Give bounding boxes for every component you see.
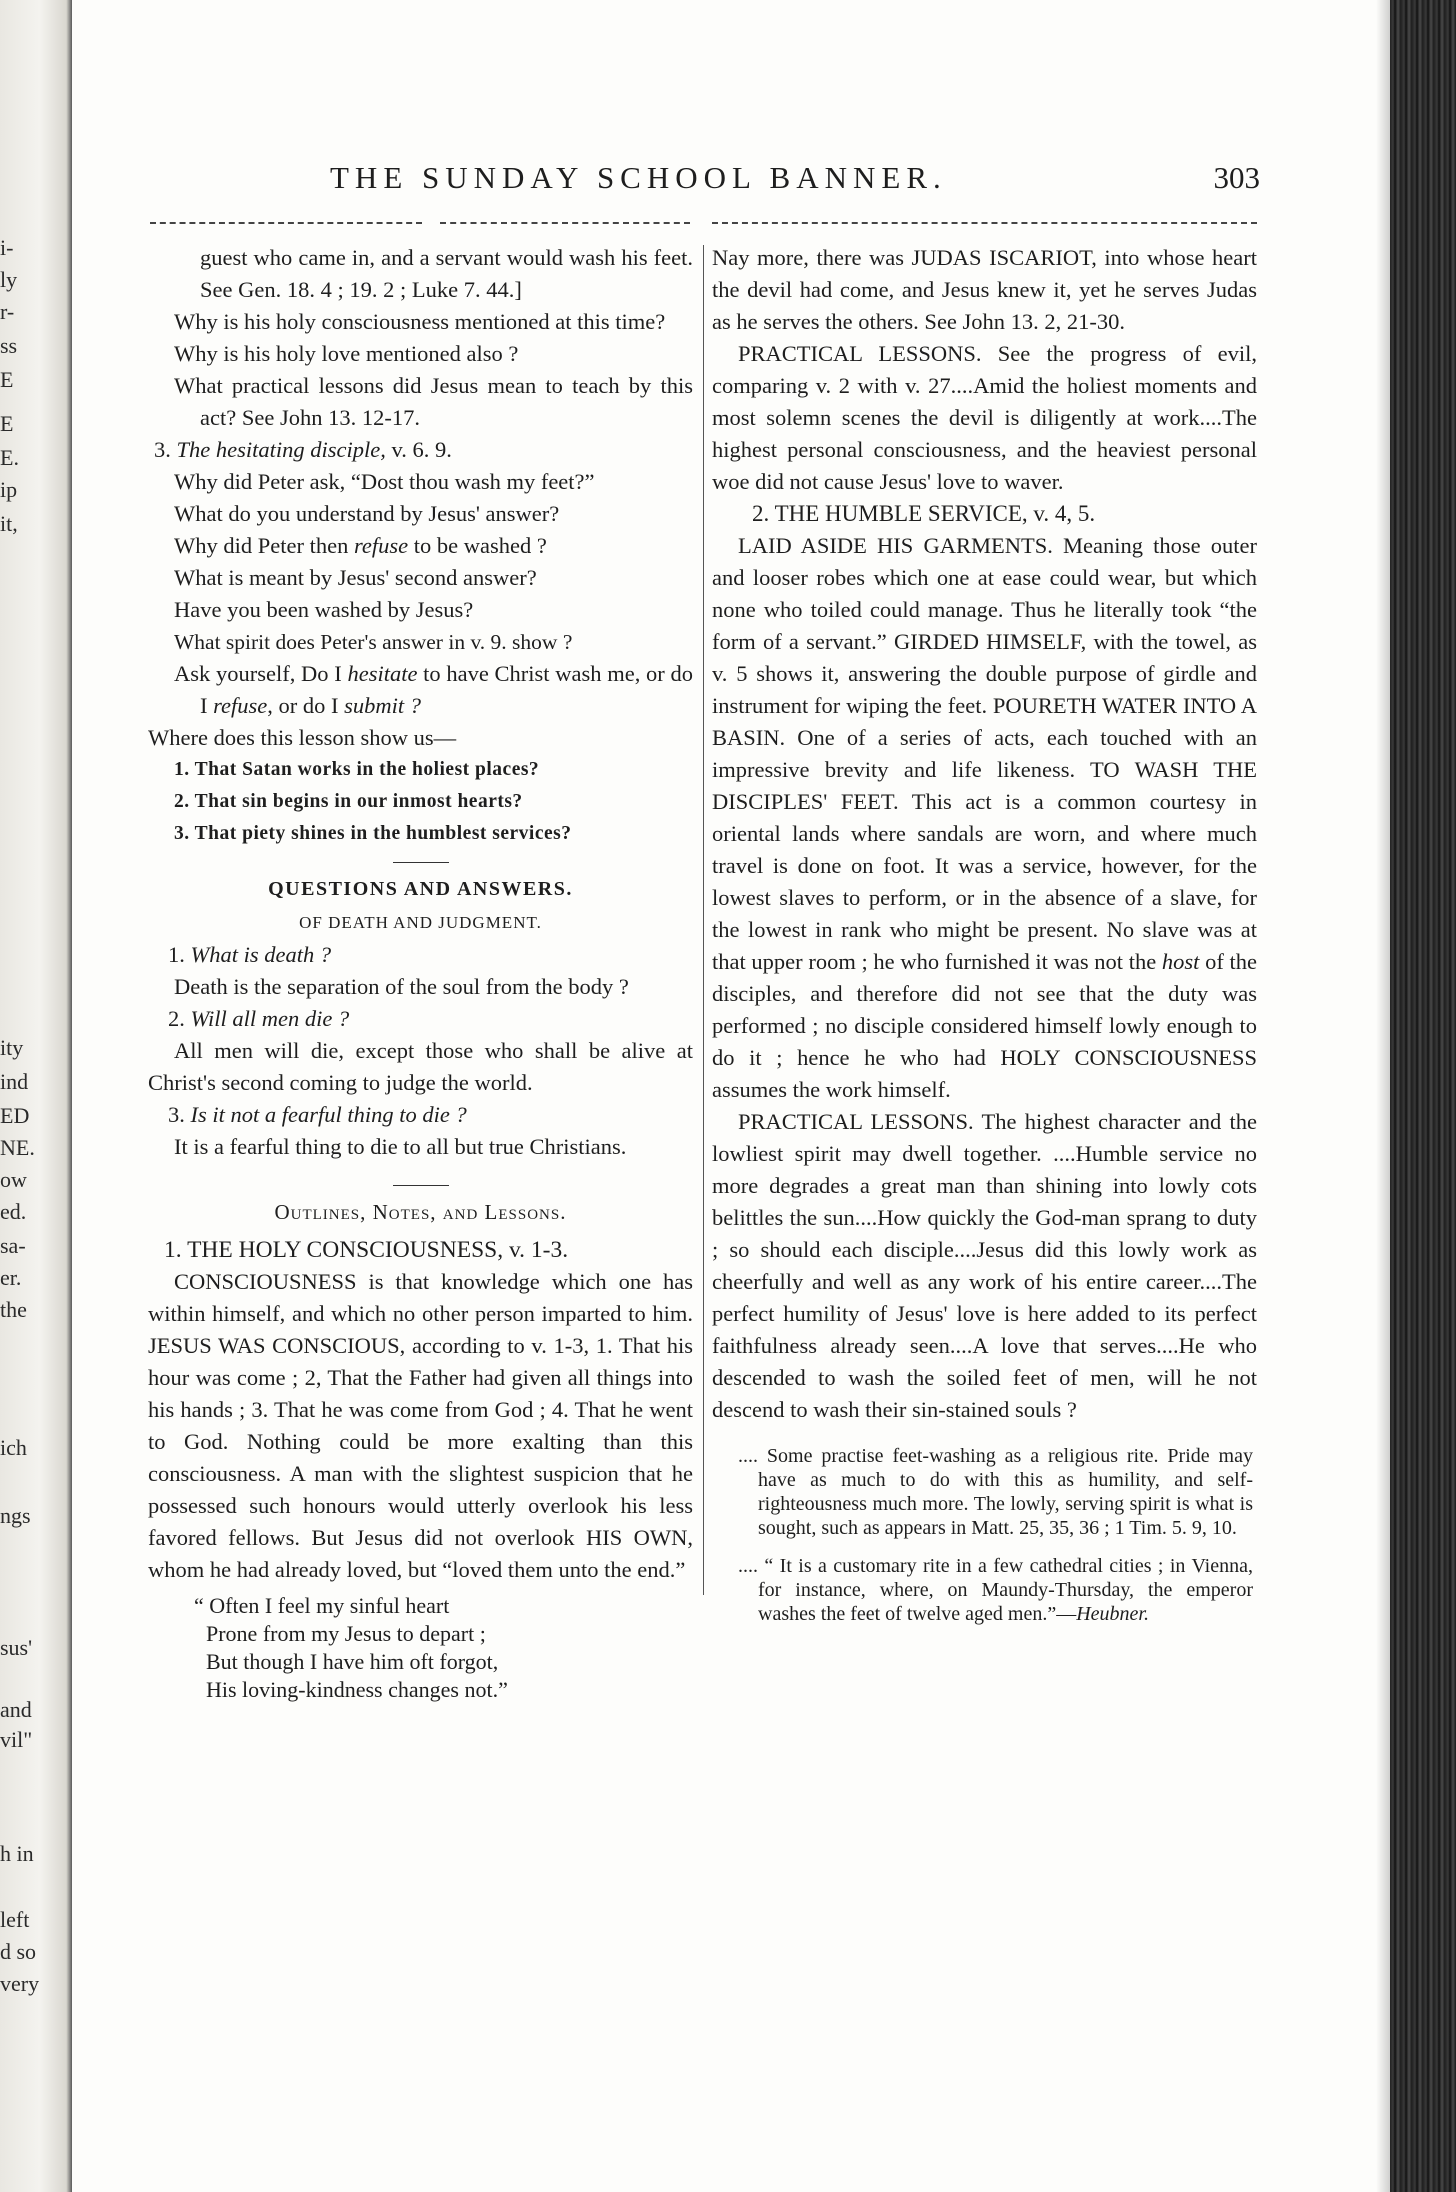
- question-text: [148, 530, 693, 562]
- question-text: What is meant by Jesus' second answer?: [174, 565, 537, 590]
- gutter-fragment: i-: [0, 235, 14, 260]
- header-rule: [440, 222, 690, 224]
- hymn-line: Prone from my Jesus to depart ;: [206, 1621, 486, 1646]
- qa-question: [148, 1099, 693, 1131]
- page-number: 303: [1213, 160, 1260, 195]
- right-column: [712, 242, 1257, 1626]
- gutter-fragment: vil": [0, 1727, 33, 1752]
- gutter-fragment: ity: [0, 1035, 24, 1060]
- qa-question: [148, 939, 693, 971]
- gutter-fragment: r-: [0, 299, 15, 324]
- point-reference: v. 6. 9.: [385, 437, 452, 462]
- header-rule: [150, 222, 422, 224]
- qa-heading: QUESTIONS AND ANSWERS.: [268, 878, 573, 900]
- gutter-fragment: NE.: [0, 1135, 35, 1160]
- gutter-fragment: very: [0, 1971, 40, 1996]
- paragraph-part: of the disciples, and therefore did not see that the duty was performed ; no disciple considered himself lowly enough to do it ; hence he who had HOLY CONSCIOUSNESS assumes the work himself.: [712, 949, 1257, 1102]
- outlines-heading: Outlines, Notes, and Lessons.: [274, 1200, 567, 1224]
- body-paragraph: PRACTICAL LESSONS. The highest character and the lowliest spirit may dwell together. ....Humble service no more degrades a great man than shining into lowly cots belittles the sun....How quickly the God-man sprang to duty ; so should each disciple....Jesus did this lowly work as cheerfully and well as any work of his entire career....The perfect humility of Jesus' love is here added to its perfect faithfulness already seen....A love that serves....He who descended to wash the soiled feet of men, will he not descend to wash their sin-stained souls ?: [712, 1109, 1257, 1422]
- point-heading: [148, 434, 693, 466]
- question-text: What practical lessons did Jesus mean to teach by this act? See John 13. 12-17.: [174, 373, 693, 430]
- footnote-text: .... “ It is a customary rite in a few cathedral cities ; in Vienna, for instance, where, on Maundy-Thursday, the emperor washes the feet of twelve aged men.”—: [738, 1555, 1253, 1625]
- gutter-fragment: ed.: [0, 1199, 27, 1224]
- point-number: 3.: [154, 437, 171, 462]
- question-text: Why is his holy consciousness mentioned at this time?: [174, 309, 666, 334]
- question-text: [148, 658, 693, 722]
- subsection-title: 2. THE HUMBLE SERVICE, v. 4, 5.: [752, 501, 1096, 526]
- emphasis-word: refuse: [353, 533, 409, 558]
- gutter-fragment: sus': [0, 1635, 33, 1660]
- gutter-fragment: it,: [0, 511, 18, 536]
- question-italic: What is death ?: [190, 942, 332, 967]
- footnote: .... Some practise feet-washing as a religious rite. Pride may have as much to do with this as humility, and self-righteousness much more. The lowly, serving spirit is what is sought, such as appears in Matt. 25, 35, 36 ; 1 Tim. 5. 9, 10.: [738, 1445, 1253, 1539]
- page-header: [150, 160, 1260, 204]
- emphasis-word: host: [1161, 949, 1200, 974]
- body-paragraph: CONSCIOUSNESS is that knowledge which one has within himself, and which no other person imparted to him. JESUS WAS CONSCIOUS, according to v. 1-3, 1. That his hour was come ; 2, That the Father had given all things into his hands ; 3. That he was come from God ; 4. That he went to God. Nothing could be more exalting than this consciousness. A man with the slightest suspicion that he possessed such honours would utterly overlook his less favored fellows. But Jesus did not overlook HIS OWN, whom he had already loved, but “loved them unto the end.”: [148, 1269, 693, 1582]
- hymn-line: His loving-kindness changes not.”: [206, 1677, 508, 1702]
- qa-answer: All men will die, except those who shall be alive at Christ's second coming to judge the world.: [148, 1038, 693, 1095]
- gutter-fragment: ow: [0, 1167, 27, 1192]
- question-text: Why did Peter ask, “Dost thou wash my feet?”: [174, 469, 595, 494]
- question-part: , or do I: [267, 693, 345, 718]
- qa-answer: It is a fearful thing to die to all but true Christians.: [174, 1134, 627, 1159]
- hymn-line: But though I have him oft forgot,: [206, 1649, 499, 1674]
- subsection-title: 1. THE HOLY CONSCIOUSNESS, v. 1-3.: [164, 1237, 569, 1263]
- footnote: [712, 1554, 1257, 1626]
- question-part: Ask yourself, Do I: [174, 661, 348, 686]
- left-column: [148, 242, 693, 1704]
- gutter-fragment: the: [0, 1297, 27, 1322]
- gutter-fragment: er.: [0, 1265, 22, 1290]
- body-paragraph: PRACTICAL LESSONS. See the progress of evil, comparing v. 2 with v. 27....Amid the holiest moments and most solemn scenes the devil is diligently at work....The highest personal consciousness, and the heaviest personal woe did not cause Jesus' love to waver.: [712, 341, 1257, 494]
- gutter-fragment: ngs: [0, 1503, 31, 1528]
- point-title: The hesitating disciple,: [176, 437, 386, 462]
- section-divider: [393, 862, 449, 863]
- hymn-line: “ Often I feel my sinful heart: [194, 1593, 450, 1618]
- gutter-fragment: ly: [0, 267, 18, 292]
- gutter-fragment: h in: [0, 1841, 34, 1866]
- question-text: guest who came in, and a servant would wash his feet. See Gen. 18. 4 ; 19. 2 ; Luke 7. 44.]: [200, 245, 693, 302]
- body-paragraph: [712, 530, 1257, 1106]
- gutter-fragment: sa-: [0, 1233, 26, 1258]
- question-text: Why is his holy love mentioned also ?: [174, 341, 519, 366]
- gutter-fragment: ind: [0, 1069, 29, 1094]
- qa-answer: Death is the separation of the soul from the body ?: [174, 974, 629, 999]
- gutter-fragment: E.: [0, 445, 19, 470]
- footnote-author: Heubner.: [1076, 1603, 1149, 1625]
- emphasis-word: hesitate: [347, 661, 418, 686]
- question-text: What do you understand by Jesus' answer?: [174, 501, 560, 526]
- gutter-fragment: and: [0, 1697, 32, 1722]
- gutter-fragment: ip: [0, 477, 18, 502]
- emphasis-word: refuse: [213, 693, 268, 718]
- question-number: 1.: [168, 942, 185, 967]
- question-text: Have you been washed by Jesus?: [174, 597, 474, 622]
- facing-page-margin: [0, 0, 72, 2192]
- gutter-fragment: d so: [0, 1939, 37, 1964]
- question-number: 3.: [168, 1102, 185, 1127]
- gutter-fragment: ich: [0, 1435, 27, 1460]
- gutter-fragment: E: [0, 367, 14, 392]
- lesson-point: 1. That Satan works in the holiest places?: [174, 759, 540, 780]
- hymn-quote: [148, 1592, 693, 1704]
- lesson-intro: Where does this lesson show us—: [148, 725, 457, 750]
- body-paragraph: Nay more, there was JUDAS ISCARIOT, into whose heart the devil had come, and Jesus knew it, yet he serves Judas as he serves the others. See John 13. 2, 21-30.: [712, 245, 1257, 334]
- qa-subheading: OF DEATH AND JUDGMENT.: [299, 913, 542, 932]
- gutter-fragment: ss: [0, 333, 18, 358]
- section-divider: [393, 1185, 449, 1186]
- lesson-point: 2. That sin begins in our inmost hearts?: [174, 791, 523, 812]
- running-title: THE SUNDAY SCHOOL BANNER.: [330, 160, 947, 195]
- header-rule: [712, 222, 1257, 224]
- question-part: to be washed ?: [408, 533, 547, 558]
- question-number: 2.: [168, 1006, 185, 1031]
- question-text: What spirit does Peter's answer in v. 9. show ?: [174, 630, 573, 654]
- binding-shadow: [1376, 0, 1390, 2192]
- column-divider: [703, 245, 704, 1595]
- question-italic: Will all men die ?: [190, 1006, 350, 1031]
- book-spine-edge: [1390, 0, 1456, 2192]
- emphasis-word: submit ?: [344, 693, 422, 718]
- question-part: to have Christ wash me, or do I: [200, 661, 693, 718]
- qa-question: [148, 1003, 693, 1035]
- lesson-point: 3. That piety shines in the humblest services?: [174, 823, 572, 844]
- question-part: Why did Peter then: [174, 533, 354, 558]
- gutter-fragment: ED: [0, 1103, 30, 1128]
- question-italic: Is it not a fearful thing to die ?: [190, 1102, 467, 1127]
- paragraph-part: LAID ASIDE HIS GARMENTS. Meaning those outer and looser robes which one at ease could wear, but which none who toiled could manage. Thus he literally took “the form of a servant.” GIRDED HIMSELF, with the towel, as v. 5 shows it, answering the double purpose of girdle and instrument for wiping the feet. POURETH WATER INTO A BASIN. One of a series of acts, each touched with an impressive brevity and life likeness. TO WASH THE DISCIPLES' FEET. This act is a common courtesy in oriental lands where sandals are worn, and where much travel is done on foot. It was a service, however, for the lowest slaves to perform, or in the absence of a slave, for the lowest in rank who might be present. No slave was at that upper room ; he who furnished it was not the: [712, 533, 1257, 974]
- gutter-fragment: left: [0, 1907, 30, 1932]
- gutter-fragment: E: [0, 411, 14, 436]
